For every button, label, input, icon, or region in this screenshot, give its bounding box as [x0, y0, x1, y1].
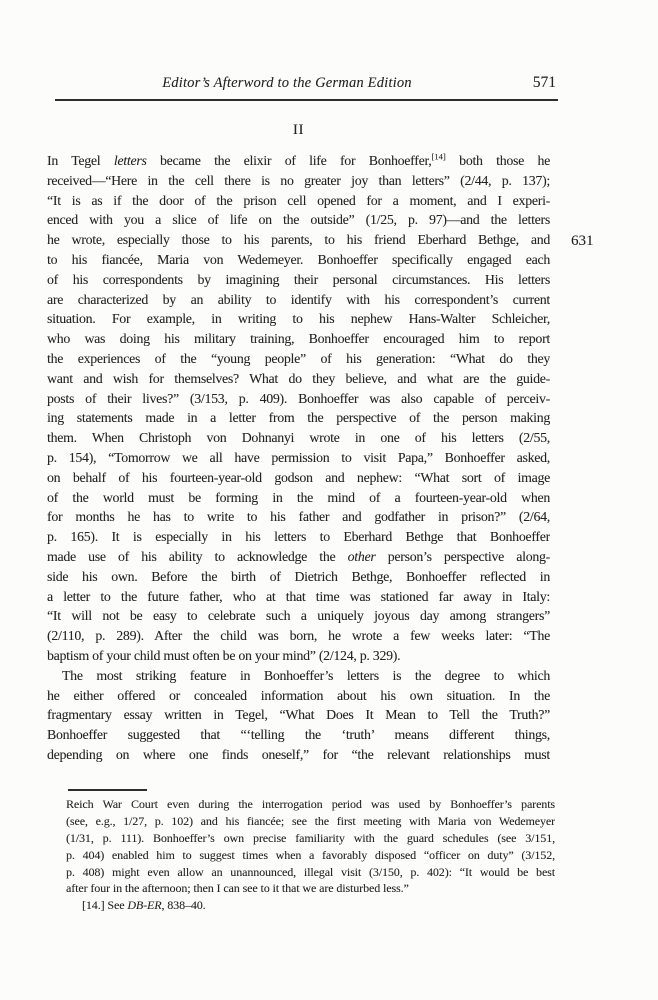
footnote-separator-rule	[68, 789, 147, 791]
footnote-line: (see, e.g., 1/27, p. 102) and his fiancée; see the first meeting with Maria von Wedemeyer	[66, 813, 555, 828]
body-text-line: posts of their lives?” (3/153, p. 409). Bonhoeffer was also capable of perceiv-	[47, 390, 550, 406]
footnote-line: [14.] See DB-ER, 838–40.	[82, 898, 206, 913]
margin-number: 631	[571, 233, 594, 249]
body-text-line: baptism of your child must often be on your mind” (2/124, p. 329).	[47, 647, 401, 663]
footnote-line: after four in the afternoon; then I can see to it that we are disturbed less.”	[66, 881, 409, 896]
footnote-line: Reich War Court even during the interrogation period was used by Bonhoeffer’s parents	[66, 797, 555, 811]
body-text-line: p. 154), “Tomorrow we all have permission to visit Papa,” Bonhoeffer asked,	[47, 449, 550, 465]
body-text-line: are characterized by an ability to identify with his correspondent’s current	[47, 291, 550, 307]
body-text-line: (2/110, p. 289). After the child was born, he wrote a few weeks later: “The	[47, 628, 550, 644]
body-text-line: he wrote, especially those to his parents, to his friend Eberhard Bethge, and	[47, 232, 550, 248]
body-text-line: Bonhoeffer suggested that “‘telling the ‘truth’ means different things,	[47, 727, 550, 743]
body-text-line: enced with you a slice of life on the outside” (1/25, p. 97)—and the letters	[47, 212, 550, 228]
body-text-line: them. When Christoph von Dohnanyi wrote in one of his letters (2/55,	[47, 430, 550, 446]
body-text-line: fragmentary essay written in Tegel, “What Does It Mean to Tell the Truth?”	[47, 707, 550, 723]
body-text-line: In Tegel letters became the elixir of life for Bonhoeffer,[14] both those he	[47, 151, 550, 168]
running-head: Editor’s Afterword to the German Edition	[162, 75, 412, 91]
body-text-line: who was doing his military training, Bonhoeffer encouraged him to report	[47, 331, 550, 347]
header-rule	[55, 99, 558, 101]
body-text-line: on behalf of his fourteen-year-old godson and nephew: “What sort of image	[47, 469, 550, 485]
body-text-line: side his own. Before the birth of Dietrich Bethge, Bonhoeffer reflected in	[47, 568, 550, 584]
body-text-line: made use of his ability to acknowledge the other person’s perspective along-	[47, 548, 550, 564]
footnote-line: p. 404) enabled him to suggest times when a favorably disposed “officer on duty” (3/152,	[66, 847, 555, 862]
body-text-line: depending on where one finds oneself,” for “the relevant relationships must	[47, 746, 550, 762]
body-text-line: “It is as if the door of the prison cell opened for a moment, and I experi-	[47, 192, 550, 208]
body-text-line: the experiences of the “young people” of his generation: “What do they	[47, 350, 550, 366]
body-text-line: to his fiancée, Maria von Wedemeyer. Bonhoeffer specifically engaged each	[47, 251, 550, 267]
body-text-line: The most striking feature in Bonhoeffer’s letters is the degree to which	[62, 667, 550, 683]
body-text-line: ing statements made in a letter from the perspective of the person making	[47, 410, 550, 426]
body-text-line: p. 165). It is especially in his letters to Eberhard Bethge that Bonhoeffer	[47, 529, 550, 545]
body-text-line: for months he has to write to his father and godfather in prison?” (2/64,	[47, 509, 550, 525]
body-text-line: received—“Here in the cell there is no greater joy than letters” (2/44, p. 137);	[47, 172, 550, 188]
section-heading: II	[292, 122, 305, 138]
body-text-line: of the world must be forming in the mind of a fourteen-year-old when	[47, 489, 550, 505]
body-text-line: of his correspondents by imagining their personal circumstances. His letters	[47, 271, 550, 287]
body-text	[47, 151, 550, 765]
footnote-line: p. 408) might even allow an unannounced, illegal visit (3/150, p. 402): “It would be best	[66, 864, 555, 879]
footnote-block	[66, 796, 555, 914]
footnote-line: (1/31, p. 111). Bonhoeffer’s own precise familiarity with the guard schedules (see 3/151,	[66, 830, 555, 845]
body-text-line: situation. For example, in writing to his nephew Hans-Walter Schleicher,	[47, 311, 550, 327]
body-text-line: a letter to the future father, who at that time was stationed far away in Italy:	[47, 588, 550, 604]
page-number: 571	[532, 74, 556, 91]
body-text-line: “It will not be easy to celebrate such a uniquely joyous day among strangers”	[47, 608, 550, 624]
body-text-line: want and wish for themselves? What do they believe, and what are the guide-	[47, 370, 550, 386]
body-text-line: he either offered or concealed information about his own situation. In the	[47, 687, 550, 703]
